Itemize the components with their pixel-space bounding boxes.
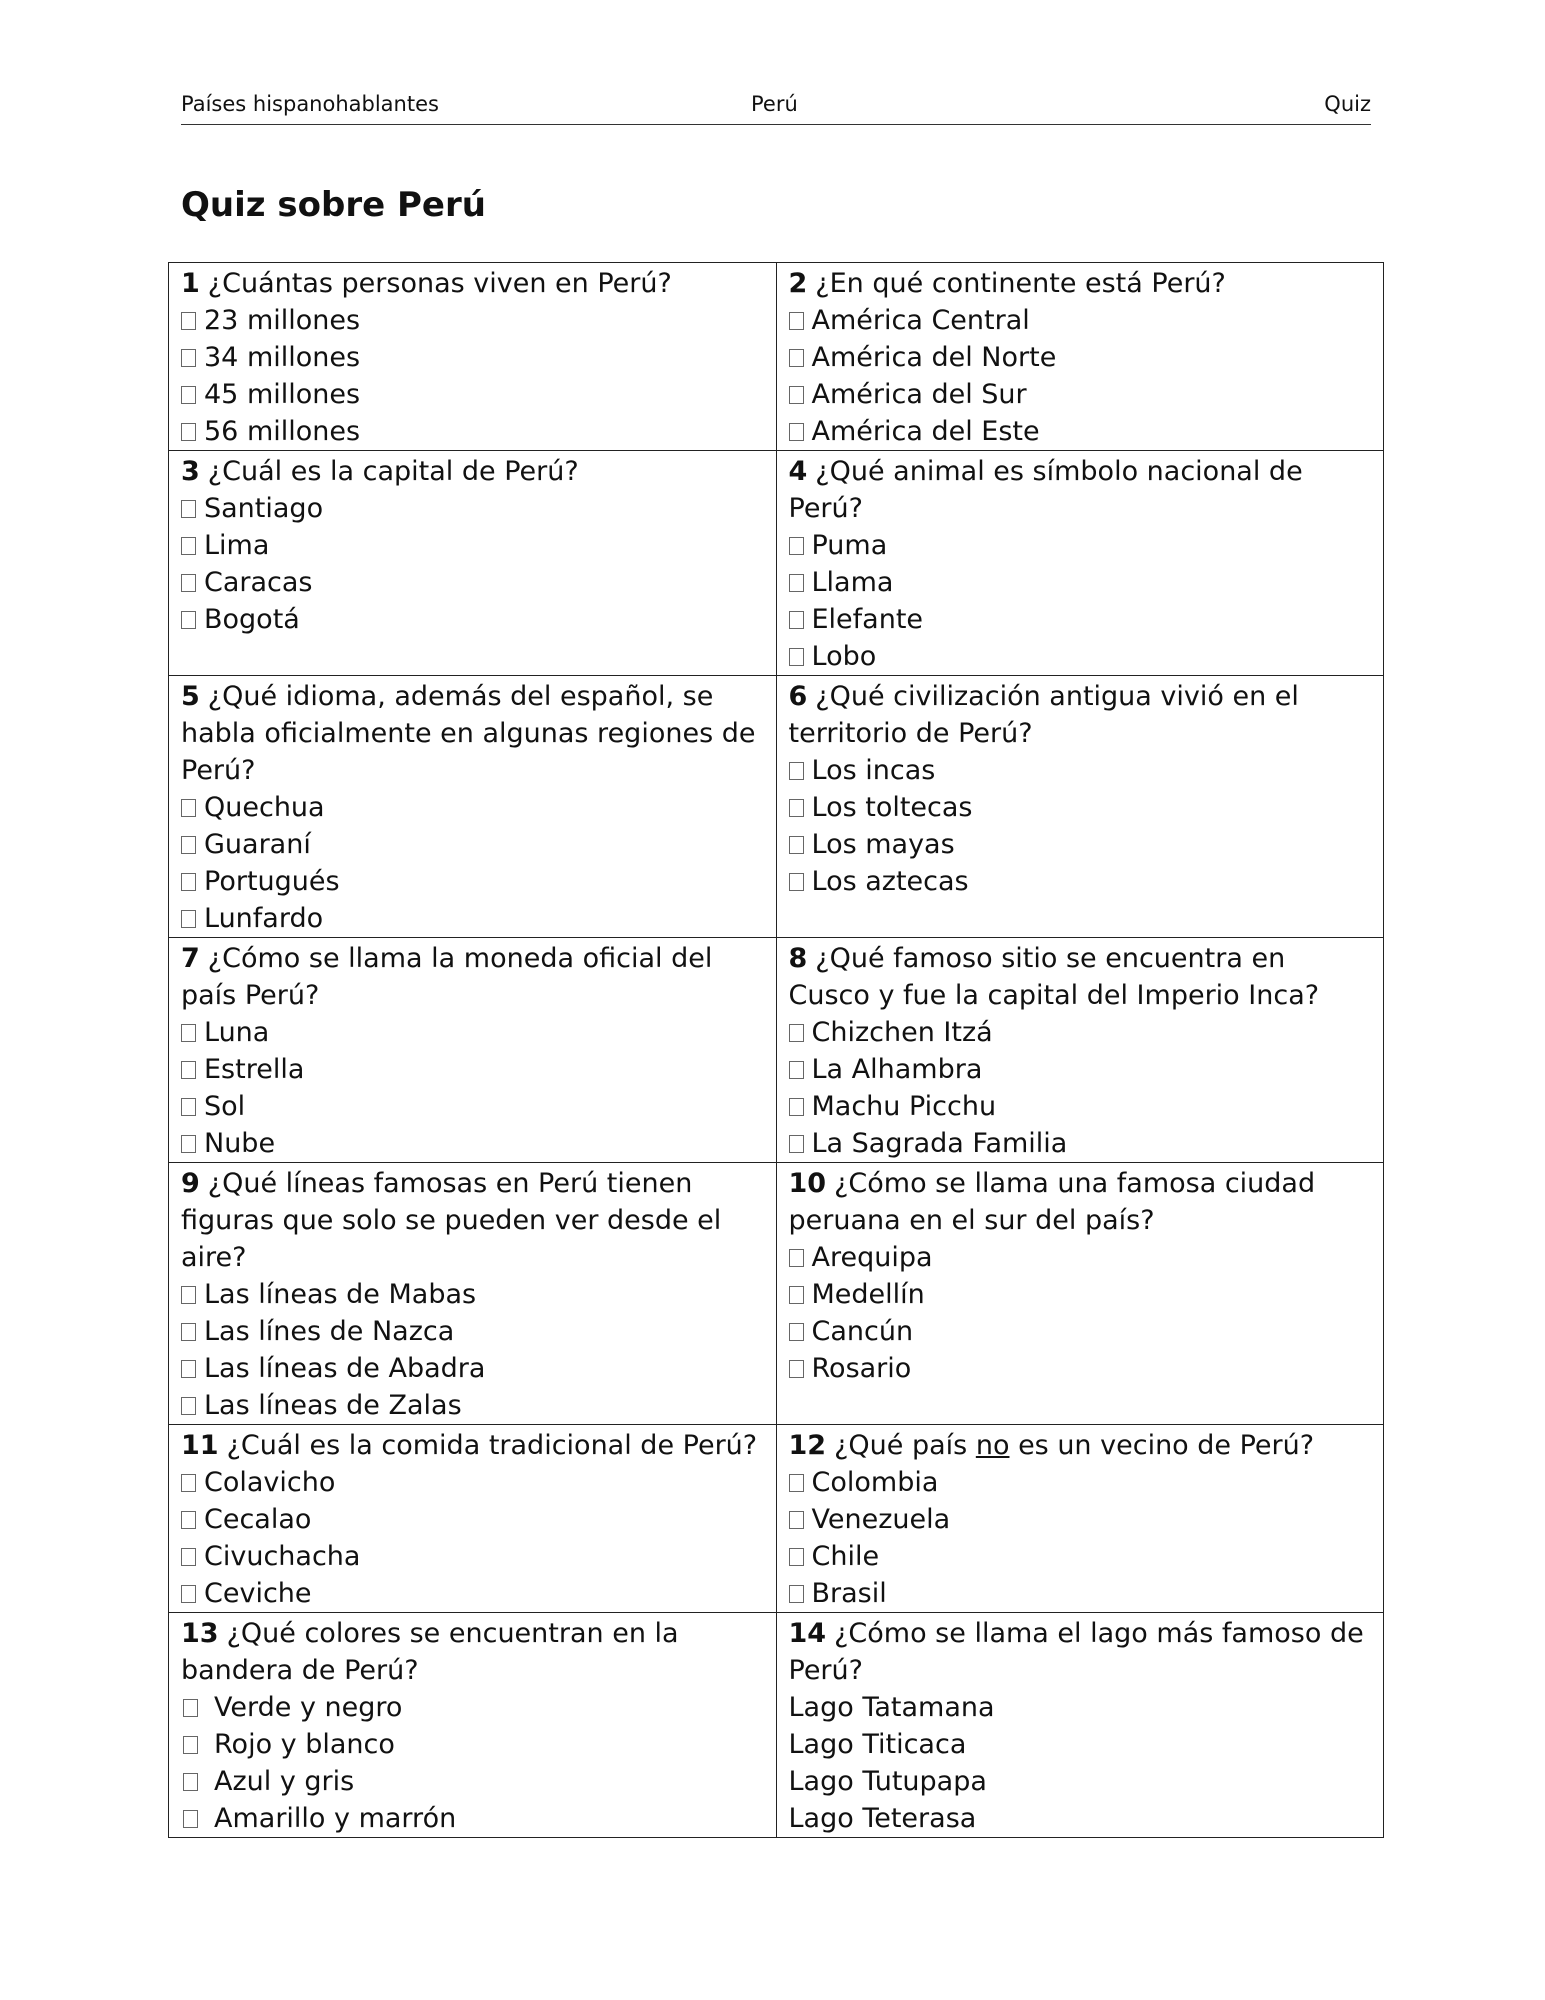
question-text: ¿Qué animal es símbolo nacional de Perú? — [788, 456, 1303, 524]
option-label: Medellín — [811, 1279, 925, 1310]
checkbox-icon[interactable] — [789, 1024, 804, 1042]
checkbox-icon[interactable] — [789, 648, 804, 666]
checkbox-icon[interactable] — [789, 574, 804, 592]
option-label: América del Sur — [811, 379, 1027, 410]
table-row — [169, 263, 1384, 451]
option-label: Las líneas de Abadra — [204, 1353, 486, 1384]
option-label: Lobo — [811, 641, 877, 672]
question-text: ¿Qué civilización antigua vivió en el territorio de Perú? — [788, 681, 1299, 749]
checkbox-icon[interactable] — [789, 1061, 804, 1079]
option-label: Guaraní — [204, 829, 311, 860]
option-label: Estrella — [204, 1054, 305, 1085]
checkbox-icon[interactable] — [789, 537, 804, 555]
question-number: 7 — [181, 943, 200, 974]
question-number: 2 — [788, 268, 808, 299]
question-text: ¿Cuál es la capital de Perú? — [207, 456, 579, 487]
question-cell-14 — [776, 1613, 1384, 1838]
option[interactable] — [789, 339, 1372, 376]
checkbox-icon[interactable] — [181, 1397, 196, 1415]
option[interactable] — [181, 1575, 764, 1612]
option[interactable] — [181, 1800, 764, 1837]
option[interactable] — [789, 752, 1372, 789]
checkbox-icon[interactable] — [181, 386, 196, 404]
checkbox-icon[interactable] — [181, 1323, 196, 1341]
option[interactable] — [789, 826, 1372, 863]
question-text-after: es un vecino de Perú? — [1018, 1430, 1315, 1461]
option[interactable] — [181, 1276, 764, 1313]
question-number: 3 — [181, 456, 200, 487]
option-label: 34 millones — [204, 342, 361, 373]
checkbox-icon[interactable] — [181, 799, 196, 817]
option-label: Caracas — [204, 567, 313, 598]
checkbox-icon[interactable] — [181, 1135, 196, 1153]
option-label: Brasil — [811, 1578, 887, 1609]
option[interactable] — [181, 863, 764, 900]
option-label: Nube — [204, 1128, 276, 1159]
table-row — [169, 938, 1384, 1163]
option[interactable] — [181, 826, 764, 863]
option-label: América del Este — [811, 416, 1040, 447]
option[interactable] — [789, 302, 1372, 339]
option[interactable] — [181, 1014, 764, 1051]
checkbox-icon[interactable] — [789, 762, 804, 780]
checkbox-icon[interactable] — [789, 386, 804, 404]
underlined-word: no — [975, 1430, 1010, 1461]
header-left-text: Países hispanohablantes — [181, 92, 439, 116]
page-title: Quiz sobre Perú — [181, 185, 486, 225]
option[interactable] — [181, 1538, 764, 1575]
question-text: ¿Cómo se llama el lago más famoso de Perú? — [788, 1618, 1364, 1686]
question-cell-12 — [776, 1425, 1384, 1613]
option[interactable] — [789, 1464, 1372, 1501]
checkbox-icon[interactable] — [181, 1061, 196, 1079]
option-label: Cancún — [811, 1316, 914, 1347]
option-label: Puma — [811, 530, 888, 561]
option-label: Luna — [204, 1017, 270, 1048]
question-number: 10 — [788, 1168, 827, 1199]
checkbox-icon[interactable] — [789, 1098, 804, 1116]
checkbox-icon[interactable] — [181, 500, 196, 518]
checkbox-icon[interactable] — [181, 1511, 196, 1529]
option-label: 45 millones — [204, 379, 361, 410]
checkbox-icon[interactable] — [181, 423, 196, 441]
question-cell-6 — [776, 676, 1384, 938]
option-label: La Alhambra — [811, 1054, 983, 1085]
option-label: Verde y negro — [214, 1692, 403, 1723]
checkbox-icon[interactable] — [181, 574, 196, 592]
option[interactable] — [789, 1313, 1372, 1350]
option-label: Amarillo y marrón — [214, 1803, 457, 1834]
table-row — [169, 451, 1384, 676]
option[interactable] — [789, 1501, 1372, 1538]
checkbox-icon[interactable] — [789, 312, 804, 330]
option[interactable] — [181, 527, 764, 564]
option[interactable] — [181, 339, 764, 376]
question-number: 12 — [788, 1430, 827, 1461]
table-row — [169, 1425, 1384, 1613]
option-label: Lima — [204, 530, 270, 561]
option[interactable] — [789, 527, 1372, 564]
option[interactable] — [789, 1538, 1372, 1575]
checkbox-icon[interactable] — [789, 1360, 804, 1378]
checkbox-icon[interactable] — [181, 1098, 196, 1116]
option-label: Las línes de Nazca — [204, 1316, 455, 1347]
option-label: Lago Tatamana — [788, 1692, 995, 1723]
option-label: Lago Tutupapa — [788, 1766, 987, 1797]
option[interactable] — [181, 1726, 764, 1763]
question-text: ¿Qué idioma, además del español, se habla oficialmente en algunas regiones de Perú? — [181, 681, 756, 786]
option-label: Machu Picchu — [811, 1091, 997, 1122]
checkbox-icon[interactable] — [181, 611, 196, 629]
option[interactable] — [789, 863, 1372, 900]
option[interactable] — [789, 1125, 1372, 1162]
option[interactable] — [789, 1350, 1372, 1387]
question-text: ¿Cuál es la comida tradicional de Perú? — [226, 1430, 758, 1461]
question-number: 8 — [788, 943, 808, 974]
question-cell-7 — [169, 938, 777, 1163]
question-text: ¿Cómo se llama la moneda oficial del país Perú? — [181, 943, 713, 1011]
question-cell-9 — [169, 1163, 777, 1425]
option-label: Los toltecas — [811, 792, 973, 823]
checkbox-icon[interactable] — [181, 1286, 196, 1304]
checkbox-icon[interactable] — [789, 836, 804, 854]
question-number: 13 — [181, 1618, 219, 1649]
checkbox-icon[interactable] — [789, 1323, 804, 1341]
option[interactable] — [181, 1313, 764, 1350]
checkbox-icon[interactable] — [789, 1585, 804, 1603]
option-label: Arequipa — [811, 1242, 933, 1273]
option-label: Venezuela — [811, 1504, 951, 1535]
option[interactable] — [789, 1239, 1372, 1276]
option-label: Chizchen Itzá — [811, 1017, 993, 1048]
option-label: 56 millones — [204, 416, 361, 447]
option-label: Santiago — [204, 493, 324, 524]
option[interactable] — [181, 789, 764, 826]
checkbox-icon[interactable] — [181, 537, 196, 555]
option-label: Sol — [204, 1091, 246, 1122]
question-cell-11 — [169, 1425, 777, 1613]
option-label: 23 millones — [204, 305, 361, 336]
option-label: Los aztecas — [811, 866, 969, 897]
checkbox-icon[interactable] — [789, 423, 804, 441]
option[interactable] — [789, 789, 1372, 826]
option[interactable] — [181, 413, 764, 450]
checkbox-icon[interactable] — [789, 1548, 804, 1566]
question-text: ¿Qué colores se encuentran en la bandera de Perú? — [181, 1618, 679, 1686]
header-center-text: Perú — [751, 92, 798, 116]
option[interactable] — [181, 490, 764, 527]
checkbox-icon[interactable] — [789, 1511, 804, 1529]
option-label: Bogotá — [204, 604, 300, 635]
option-label: Lago Teterasa — [788, 1803, 977, 1834]
question-number: 11 — [181, 1430, 219, 1461]
option[interactable] — [789, 1276, 1372, 1313]
option[interactable] — [181, 601, 764, 638]
option-label: Colavicho — [204, 1467, 336, 1498]
checkbox-icon[interactable] — [181, 910, 196, 928]
checkbox-icon[interactable] — [181, 312, 196, 330]
option-label: Lago Titicaca — [788, 1729, 967, 1760]
checkbox-icon[interactable] — [789, 349, 804, 367]
checkbox-icon[interactable] — [789, 1135, 804, 1153]
option[interactable] — [789, 1575, 1372, 1612]
option-label: Los incas — [811, 755, 936, 786]
option-label: Elefante — [811, 604, 924, 635]
option-label: América Central — [811, 305, 1030, 336]
table-row — [169, 1613, 1384, 1838]
option-label: Lunfardo — [204, 903, 324, 934]
question-number: 14 — [788, 1618, 827, 1649]
checkbox-icon[interactable] — [789, 1474, 804, 1492]
option-label: Rosario — [811, 1353, 912, 1384]
checkbox-icon[interactable] — [789, 873, 804, 891]
option[interactable] — [789, 1051, 1372, 1088]
option-label: Colombia — [811, 1467, 939, 1498]
option[interactable] — [181, 1088, 764, 1125]
question-number: 6 — [788, 681, 808, 712]
checkbox-icon[interactable] — [183, 1773, 198, 1791]
question-number: 9 — [181, 1168, 200, 1199]
checkbox-icon[interactable] — [181, 1585, 196, 1603]
checkbox-icon[interactable] — [181, 873, 196, 891]
checkbox-icon[interactable] — [789, 1286, 804, 1304]
option[interactable] — [181, 1387, 764, 1424]
option-label: Las líneas de Mabas — [204, 1279, 477, 1310]
checkbox-icon[interactable] — [181, 1474, 196, 1492]
checkbox-icon[interactable] — [183, 1736, 198, 1754]
table-row — [169, 1163, 1384, 1425]
option[interactable] — [181, 1501, 764, 1538]
question-cell-3 — [169, 451, 777, 676]
option[interactable] — [181, 1689, 764, 1726]
checkbox-icon[interactable] — [789, 611, 804, 629]
option-label: Chile — [811, 1541, 880, 1572]
checkbox-icon[interactable] — [183, 1699, 198, 1717]
question-text: ¿Cómo se llama una famosa ciudad peruana en el sur del país? — [788, 1168, 1316, 1236]
option-label: América del Norte — [811, 342, 1057, 373]
option[interactable] — [181, 1350, 764, 1387]
option[interactable] — [789, 413, 1372, 450]
checkbox-icon[interactable] — [183, 1810, 198, 1828]
checkbox-icon[interactable] — [181, 1024, 196, 1042]
header-right-text: Quiz — [1324, 92, 1371, 116]
question-cell-8 — [776, 938, 1384, 1163]
checkbox-icon[interactable] — [181, 349, 196, 367]
question-text: ¿En qué continente está Perú? — [815, 268, 1226, 299]
option[interactable] — [789, 376, 1372, 413]
quiz-table — [168, 262, 1384, 1838]
page-header — [181, 90, 1371, 125]
option[interactable] — [789, 601, 1372, 638]
option-label: Llama — [811, 567, 894, 598]
question-cell-4 — [776, 451, 1384, 676]
question-text: ¿Qué líneas famosas en Perú tienen figuras que solo se pueden ver desde el aire? — [181, 1168, 722, 1273]
option[interactable] — [181, 376, 764, 413]
option[interactable] — [789, 638, 1372, 675]
option-label: Civuchacha — [204, 1541, 361, 1572]
checkbox-icon[interactable] — [789, 1249, 804, 1267]
question-text-before: ¿Qué país — [834, 1430, 968, 1461]
option-label: Azul y gris — [214, 1766, 355, 1797]
option[interactable] — [181, 1125, 764, 1162]
question-cell-5 — [169, 676, 777, 938]
question-number: 4 — [788, 456, 808, 487]
option-label: La Sagrada Familia — [811, 1128, 1068, 1159]
option[interactable] — [789, 1088, 1372, 1125]
option[interactable] — [181, 564, 764, 601]
option-label: Rojo y blanco — [214, 1729, 395, 1760]
option[interactable] — [181, 1051, 764, 1088]
question-cell-13 — [169, 1613, 777, 1838]
option[interactable] — [181, 302, 764, 339]
checkbox-icon[interactable] — [181, 836, 196, 854]
option-label: Quechua — [204, 792, 325, 823]
question-cell-2 — [776, 263, 1384, 451]
table-row — [169, 676, 1384, 938]
option[interactable] — [789, 1014, 1372, 1051]
option-label: Los mayas — [811, 829, 955, 860]
option[interactable] — [789, 564, 1372, 601]
question-cell-10 — [776, 1163, 1384, 1425]
option-label: Ceviche — [204, 1578, 312, 1609]
question-text: ¿Qué famoso sitio se encuentra en Cusco y fue la capital del Imperio Inca? — [788, 943, 1320, 1011]
checkbox-icon[interactable] — [789, 799, 804, 817]
option[interactable] — [181, 1763, 764, 1800]
question-number: 1 — [181, 268, 200, 299]
option[interactable] — [181, 1464, 764, 1501]
option-label: Cecalao — [204, 1504, 312, 1535]
option-label: Portugués — [204, 866, 340, 897]
question-cell-1 — [169, 263, 777, 451]
option-label: Las líneas de Zalas — [204, 1390, 462, 1421]
question-number: 5 — [181, 681, 200, 712]
checkbox-icon[interactable] — [181, 1360, 196, 1378]
checkbox-icon[interactable] — [181, 1548, 196, 1566]
option[interactable] — [181, 900, 764, 937]
question-text: ¿Cuántas personas viven en Perú? — [207, 268, 672, 299]
